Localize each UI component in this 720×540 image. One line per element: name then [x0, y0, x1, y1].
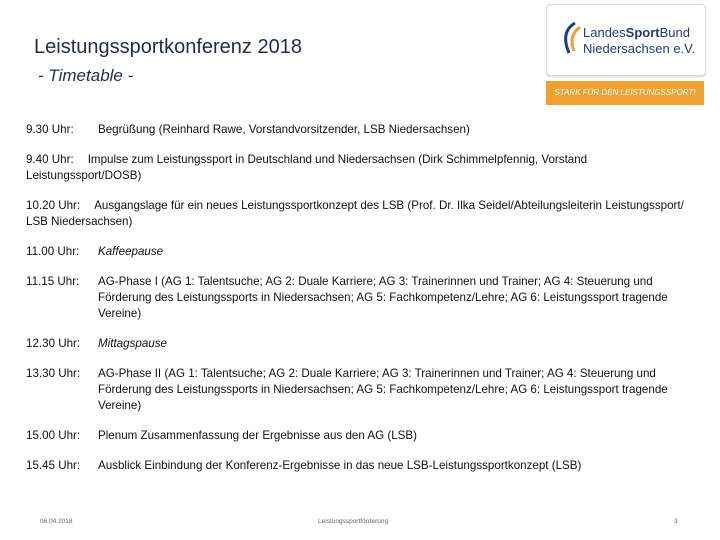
agenda-text: Plenum Zusammenfassung der Ergebnisse aus den AG (LSB) — [98, 429, 417, 442]
agenda-text: Mittagspause — [98, 337, 167, 350]
agenda-text: Begrüßung (Reinhard Rawe, Vorstandvorsitzender, LSB Niedersachsen) — [98, 123, 470, 136]
agenda-text: AG-Phase I (AG 1: Talentsuche; AG 2: Duale Karriere; AG 3: Trainerinnen und Trainer; AG 4: Steuerung und Förderung des Leistungssports in Niedersachsen; AG 5: Fachkompetenz/Lehre; AG 6: Leistungssport tragende Vereine) — [98, 275, 668, 320]
footer-center-text: Leistungssportförderung — [318, 518, 389, 525]
agenda-text: Ausgangslage für ein neues Leistungssportkonzept des LSB (Prof. Dr. Ilka Seidel/Abteilungsleiterin Leistungssport/ LSB Niedersachsen) — [26, 199, 684, 228]
agenda-text: Impulse zum Leistungssport in Deutschland und Niedersachsen (Dirk Schimmelpfennig, Vorstand Leistungssport/DOSB) — [26, 153, 588, 182]
agenda-time: 11.00 Uhr: — [26, 245, 80, 258]
lsb-logo — [546, 4, 706, 108]
logo-text-line2: Niedersachsen e.V. — [583, 41, 696, 56]
footer-date: 06.04.2018 — [40, 518, 73, 525]
agenda-time: 13.30 Uhr: — [26, 367, 81, 380]
agenda-item — [26, 428, 696, 444]
agenda-list — [26, 122, 696, 488]
agenda-item — [26, 366, 696, 414]
agenda-text: Kaffeepause — [98, 245, 164, 258]
logo-mark-icon — [559, 21, 581, 55]
agenda-item — [26, 244, 696, 260]
page-subtitle: - Timetable - — [38, 66, 134, 85]
agenda-time: 15.00 Uhr: — [26, 429, 81, 442]
agenda-item — [26, 336, 696, 352]
agenda-item — [26, 152, 696, 184]
agenda-time: 9.30 Uhr: — [26, 123, 74, 136]
agenda-time: 9.40 Uhr: — [26, 153, 74, 166]
footer-page-number: 3 — [674, 518, 678, 525]
agenda-text: AG-Phase II (AG 1: Talentsuche; AG 2: Duale Karriere; AG 3: Trainerinnen und Trainer; AG 4: Steuerung und Förderung des Leistungssports in Niedersachsen; AG 5: Fachkompetenz/Lehre; AG 6: Leistungssport tragende Vereine) — [98, 367, 668, 412]
agenda-text: Ausblick Einbindung der Konferenz-Ergebnisse in das neue LSB-Leistungssportkonzept (LSB) — [98, 459, 582, 472]
agenda-item — [26, 458, 696, 474]
agenda-item — [26, 122, 696, 138]
agenda-item — [26, 274, 696, 322]
agenda-time: 15.45 Uhr: — [26, 459, 81, 472]
agenda-time: 11.15 Uhr: — [26, 275, 80, 288]
logo-tagline: STARK FÜR DEN LEISTUNGSSPORT! — [546, 81, 704, 105]
agenda-time: 10.20 Uhr: — [26, 199, 81, 212]
logo-card — [546, 4, 706, 76]
page-title: Leistungssportkonferenz 2018 — [34, 36, 302, 58]
agenda-item — [26, 198, 696, 230]
agenda-time: 12.30 Uhr: — [26, 337, 81, 350]
logo-text-line1: LandesSportBund — [583, 25, 690, 40]
